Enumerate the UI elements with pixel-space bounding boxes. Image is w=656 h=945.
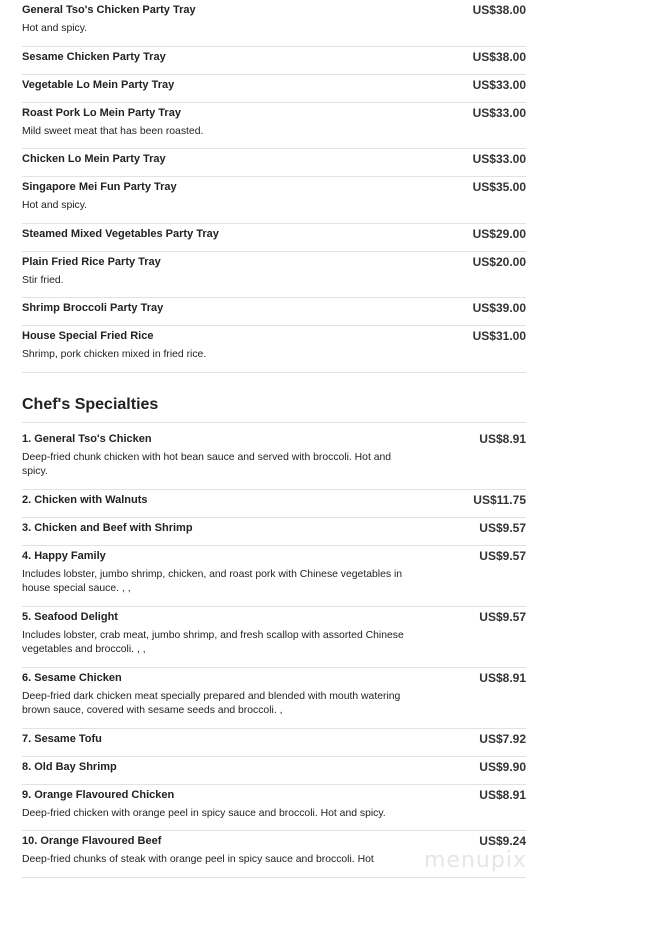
menu-item	[22, 668, 526, 729]
menu-item-row	[22, 492, 526, 508]
menu-item-row	[22, 670, 526, 686]
menu-item-name: 3. Chicken and Beef with Shrimp	[22, 521, 193, 534]
watermark-logo: menupix	[424, 848, 527, 873]
menu-item-row	[22, 77, 526, 93]
menu-item-row	[22, 179, 526, 195]
menu-item-price: US$11.75	[473, 492, 526, 507]
menu-item-row	[22, 833, 526, 849]
menu-item	[22, 149, 526, 177]
menu-item-price: US$29.00	[472, 226, 526, 241]
menu-item-row	[22, 328, 526, 344]
menu-item-row	[22, 787, 526, 803]
menu-item-name: 2. Chicken with Walnuts	[22, 493, 148, 506]
menu-item	[22, 757, 526, 785]
menu-item-description: Deep-fried dark chicken meat specially prepared and blended with mouth watering brown sauce, covered with sesame seeds and broccoli. ,	[22, 690, 401, 716]
menu-item	[22, 518, 526, 546]
menu-item	[22, 546, 526, 607]
section-title: Chef's Specialties	[22, 395, 159, 413]
menu-item-name: 5. Seafood Delight	[22, 610, 118, 623]
menu-item-price: US$9.57	[479, 520, 526, 535]
menu-item	[22, 177, 526, 224]
menu-item-description: Hot and spicy.	[22, 200, 88, 211]
menu-item	[22, 422, 526, 490]
menu-item-row	[22, 105, 526, 121]
menu-item-price: US$35.00	[472, 180, 526, 194]
menu-item-price: US$38.00	[472, 3, 526, 17]
menu-item-price: US$39.00	[472, 301, 526, 315]
menu-item-description: Mild sweet meat that has been roasted.	[22, 125, 204, 137]
menu-item	[22, 0, 526, 47]
menu-item	[22, 252, 526, 299]
menu-item-price: US$20.00	[472, 254, 526, 269]
menu	[22, 0, 526, 878]
menu-item-price: US$7.92	[479, 731, 526, 746]
menu-item-description: Deep-fried chicken with orange peel in spicy sauce and broccoli. Hot and spicy.	[22, 807, 386, 819]
menu-item-row	[22, 49, 526, 65]
menu-item-description: Deep-fried chunks of steak with orange peel in spicy sauce and broccoli. Hot	[22, 854, 374, 865]
menu-item-price: US$9.57	[479, 548, 526, 563]
menu-item	[22, 47, 526, 75]
menu-item-row	[22, 759, 526, 775]
menu-item-price: US$8.91	[479, 670, 526, 685]
menu-item-name: Vegetable Lo Mein Party Tray	[22, 78, 175, 91]
menu-item-row	[22, 520, 526, 536]
menu-item-name: 8. Old Bay Shrimp	[22, 760, 117, 773]
menu-item	[22, 298, 526, 326]
menu-item-price: US$9.57	[479, 609, 526, 624]
menu-item-name: Roast Pork Lo Mein Party Tray	[22, 106, 181, 119]
menu-item-name: 1. General Tso's Chicken	[22, 432, 152, 445]
menu-item-description: Deep-fried chunk chicken with hot bean sauce and served with broccoli. Hot and spicy.	[22, 451, 392, 477]
menu-item-row	[22, 151, 526, 167]
menu-item-price: US$8.91	[479, 787, 526, 802]
menu-item-name: General Tso's Chicken Party Tray	[22, 4, 196, 16]
menu-item-name: 6. Sesame Chicken	[22, 671, 122, 684]
menu-item-description: Stir fried.	[22, 274, 64, 286]
menu-item-price: US$31.00	[472, 329, 526, 343]
menu-item-price: US$8.91	[479, 431, 526, 446]
menu-item-price: US$9.90	[479, 759, 526, 774]
menu-item	[22, 224, 526, 252]
menu-item-name: 9. Orange Flavoured Chicken	[22, 788, 175, 801]
menu-item	[22, 729, 526, 757]
menu-item-name: Steamed Mixed Vegetables Party Tray	[22, 227, 219, 240]
menu-item-price: US$33.00	[472, 77, 526, 92]
menu-item-price: US$33.00	[472, 105, 526, 120]
menu-item	[22, 490, 526, 518]
menu-item-name: 4. Happy Family	[22, 549, 106, 562]
menu-item-row	[22, 300, 526, 316]
menu-item-description: Includes lobster, crab meat, jumbo shrimp, and fresh scallop with assorted Chinese vegetables and broccoli. , ,	[22, 629, 404, 655]
chefs-specialties-list	[22, 422, 526, 878]
menu-item-row	[22, 431, 526, 447]
menu-item	[22, 326, 526, 373]
menu-item-name: Singapore Mei Fun Party Tray	[22, 181, 177, 193]
menu-item-description: Includes lobster, jumbo shrimp, chicken, and roast pork with Chinese vegetables in house special sauce. , ,	[22, 568, 403, 594]
menu-item-row	[22, 548, 526, 564]
party-tray-list	[22, 0, 526, 373]
menu-item	[22, 607, 526, 668]
menu-item-name: Chicken Lo Mein Party Tray	[22, 153, 166, 165]
menu-item-name: Shrimp Broccoli Party Tray	[22, 302, 164, 314]
menu-item-row	[22, 254, 526, 270]
menu-item	[22, 75, 526, 103]
menu-item-name: House Special Fried Rice	[22, 330, 154, 342]
menu-item-name: 10. Orange Flavoured Beef	[22, 835, 162, 847]
menu-item	[22, 103, 526, 150]
menu-item-name: Plain Fried Rice Party Tray	[22, 255, 161, 268]
menu-item-description: Hot and spicy.	[22, 23, 88, 34]
menu-item-price: US$9.24	[479, 834, 526, 848]
menu-item-row	[22, 2, 526, 18]
menu-item-row	[22, 731, 526, 747]
menu-item-name: 7. Sesame Tofu	[22, 732, 102, 745]
menu-item-row	[22, 609, 526, 625]
menu-item-row	[22, 226, 526, 242]
menu-item-price: US$38.00	[472, 49, 526, 64]
menu-item-description: Shrimp, pork chicken mixed in fried rice.	[22, 349, 207, 360]
menu-item-price: US$33.00	[472, 152, 526, 166]
menu-item-name: Sesame Chicken Party Tray	[22, 50, 166, 63]
menu-item	[22, 785, 526, 832]
